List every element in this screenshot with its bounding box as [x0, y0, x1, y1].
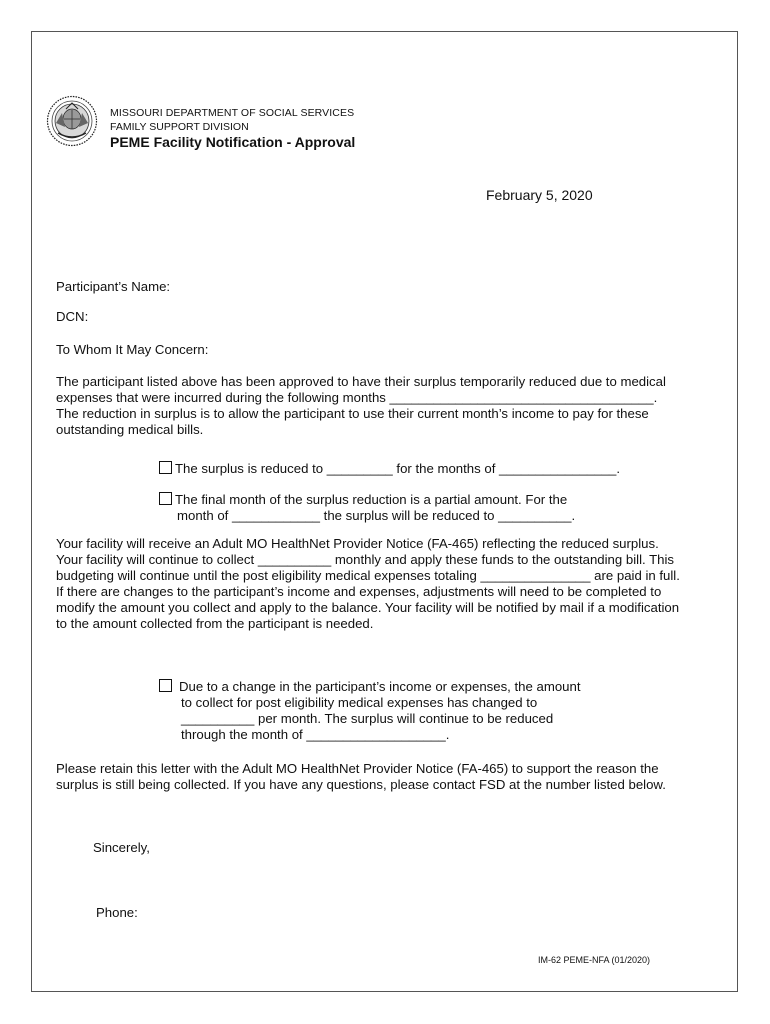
paragraph-line: surplus is still being collected. If you have any questions, please contact FSD at the number listed below.: [56, 777, 666, 792]
option-text: through the month of ___________________.: [181, 727, 450, 742]
option-text: __________ per month. The surplus will continue to be reduced: [181, 711, 554, 726]
option-partial-month: [159, 492, 575, 524]
option-surplus-reduced: [159, 461, 620, 477]
option-text: Due to a change in the participant’s income or expenses, the amount: [179, 679, 581, 694]
paragraph-line: to the amount collected from the participant is needed.: [56, 616, 374, 631]
option-income-change: [159, 679, 581, 743]
paragraph-line: expenses that were incurred during the following months ____________________________________.: [56, 390, 658, 405]
paragraph-approval: [56, 374, 666, 438]
phone-label: Phone:: [96, 905, 138, 920]
paragraph-retain: [56, 761, 666, 793]
paragraph-line: Your facility will continue to collect __________ monthly and apply these funds to the outstanding bill. This: [56, 552, 675, 567]
option-text: to collect for post eligibility medical expenses has changed to: [181, 695, 538, 710]
paragraph-line: The participant listed above has been approved to have their surplus temporarily reduced due to medical: [56, 374, 666, 389]
option-text: month of ____________ the surplus will be reduced to __________.: [177, 508, 576, 523]
paragraph-line: budgeting will continue until the post eligibility medical expenses totaling _______________ are paid in full.: [56, 568, 680, 583]
salutation: To Whom It May Concern:: [56, 342, 209, 357]
participant-name-label: Participant’s Name:: [56, 279, 171, 294]
document-title: PEME Facility Notification - Approval: [110, 134, 356, 150]
division-name: FAMILY SUPPORT DIVISION: [110, 121, 249, 133]
paragraph-line: The reduction in surplus is to allow the participant to use their current month’s income to pay for these: [56, 406, 649, 421]
paragraph-line: Your facility will receive an Adult MO HealthNet Provider Notice (FA-465) reflecting the reduced surplus.: [56, 536, 659, 551]
option-text: The surplus is reduced to _________ for the months of ________________.: [175, 461, 621, 476]
income-change-checkbox[interactable]: [159, 679, 172, 692]
department-name: MISSOURI DEPARTMENT OF SOCIAL SERVICES: [110, 107, 355, 119]
form-number: IM-62 PEME-NFA (01/2020): [538, 955, 651, 965]
paragraph-line: outstanding medical bills.: [56, 422, 204, 437]
surplus-reduced-checkbox[interactable]: [159, 461, 172, 474]
state-seal-icon: [46, 95, 98, 147]
dcn-label: DCN:: [56, 309, 89, 324]
partial-month-checkbox[interactable]: [159, 492, 172, 505]
paragraph-facility: [56, 536, 680, 632]
paragraph-line: If there are changes to the participant’s income and expenses, adjustments will need to be completed to: [56, 584, 662, 599]
letter-date: February 5, 2020: [486, 187, 593, 203]
option-text: The final month of the surplus reduction is a partial amount. For the: [175, 492, 568, 507]
paragraph-line: Please retain this letter with the Adult MO HealthNet Provider Notice (FA-465) to support the reason the: [56, 761, 659, 776]
paragraph-line: modify the amount you collect and apply to the balance. Your facility will be notified by mail if a modification: [56, 600, 680, 615]
closing: Sincerely,: [93, 840, 150, 855]
